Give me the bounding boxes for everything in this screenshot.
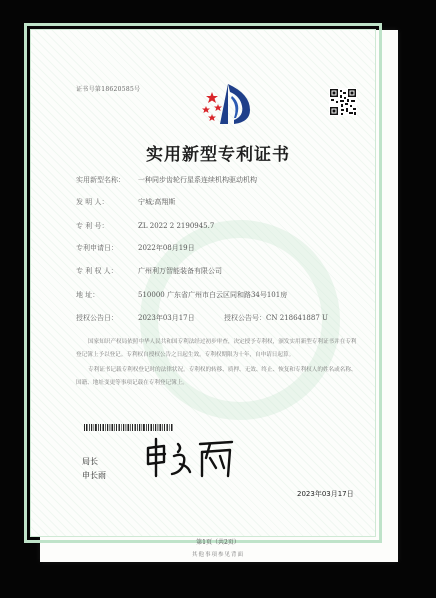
field-application-date [76,243,195,253]
issue-date: 2023年03月17日 [297,490,354,498]
field-extra-value: CN 218641887 U [266,314,328,322]
footer-note: 其他事项参见背面 [191,552,244,558]
field-value: 宁城;高翔斯 [138,198,176,206]
certificate-number: 证书号第18620585号 [76,86,141,93]
field-label: 授权公告日： [76,314,118,322]
field-value: 2023年03月17日 [138,314,195,322]
field-label: 专 利 权 人： [76,267,118,275]
field-label: 专 利 号： [76,222,109,230]
field-value: 广州利万智能装备有限公司 [138,267,222,275]
field-label: 实用新型名称： [76,176,125,184]
field-address [76,290,287,300]
director-name: 申长雨 [82,471,106,480]
field-value: 510000 广东省广州市白云区同和路34号101房 [138,291,288,299]
body-paragraph: 国家知识产权局依照中华人民共和国专利法经过初步审查，决定授予专利权，颁发实用新型专利证书并在专利登记簿上予以登记。专利权自授权公告之日起生效。专利权期限为十年，自申请日起算。 [76,339,357,358]
field-patentee [76,266,222,276]
cnipa-logo-icon [198,80,260,126]
field-value: ZL 2022 2 2190945.7 [138,222,215,230]
field-value: 一种同步齿轮行星系连续机构驱动机构 [138,176,257,184]
field-value: 2022年08月19日 [138,244,195,252]
body-paragraph: 专利证书记载专利权登记时的法律状况。专利权的转移、质押、无效、终止、恢复和专利权人的姓名或名称、国籍、地址变更等事项记载在专利登记簿上。 [76,367,357,386]
director-title: 局长 [82,457,98,466]
certificate-body [76,336,358,390]
certificate-title: 实用新型专利证书 [146,145,290,165]
qr-code-icon [329,88,357,116]
page-number: 第1页（共2页） [196,539,240,546]
signature-icon [144,436,240,480]
field-inventor [76,197,175,207]
field-utility-name [76,175,257,185]
field-grant-date [76,313,328,323]
field-patent-number [76,221,214,231]
field-label: 专利申请日： [76,244,118,252]
barcode-icon [84,424,174,431]
field-label: 发 明 人： [76,198,109,206]
field-label: 地 址： [76,291,100,299]
handwritten-signature [144,436,240,480]
field-extra-label: 授权公告号： [224,314,266,322]
